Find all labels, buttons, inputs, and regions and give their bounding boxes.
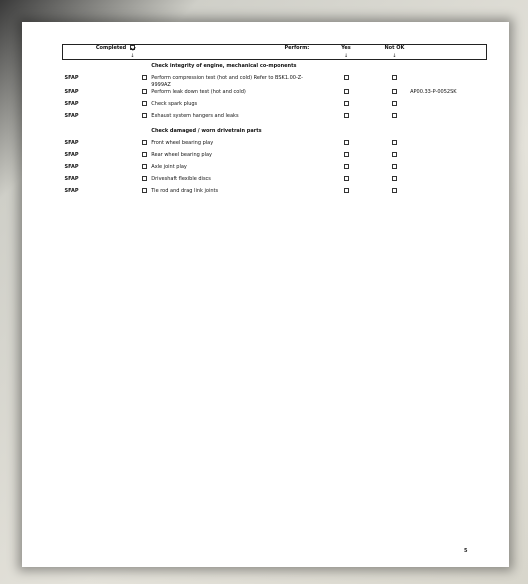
not-ok-checkbox[interactable]	[392, 176, 397, 181]
checklist-item-row	[63, 113, 487, 125]
completed-header-label: Completed	[95, 45, 127, 51]
yes-checkbox[interactable]	[344, 75, 349, 80]
operation-code: SFAP	[64, 140, 79, 146]
reference-document	[408, 176, 486, 188]
not-ok-checkbox[interactable]	[392, 101, 397, 106]
operation-code: SFAP	[64, 101, 79, 107]
operation-text: Axle joint play	[151, 164, 187, 170]
operation-code: SFAP	[64, 152, 79, 158]
operation-code: SFAP	[64, 113, 79, 119]
completed-checkbox[interactable]	[142, 89, 147, 94]
checklist-item-row	[63, 152, 487, 164]
operation-text: Tie rod and drag link joints	[151, 188, 219, 194]
checklist-item-row	[63, 176, 487, 188]
not-ok-checkbox[interactable]	[392, 140, 397, 145]
operation-text: Rear wheel bearing play	[151, 152, 212, 158]
completed-column-arrow-icon: ↓	[130, 53, 135, 59]
reference-document	[408, 75, 486, 89]
reference-document	[408, 152, 486, 164]
yes-checkbox[interactable]	[344, 176, 349, 181]
reference-document	[408, 140, 486, 152]
completed-checkbox[interactable]	[142, 113, 147, 118]
reference-document	[408, 101, 486, 113]
checklist-item-row	[63, 101, 487, 113]
yes-checkbox[interactable]	[344, 140, 349, 145]
inspection-checklist-table	[62, 44, 487, 200]
completed-checkbox[interactable]	[142, 188, 147, 193]
yes-checkbox[interactable]	[344, 113, 349, 118]
reference-document: AP00.33-P-0052SK	[410, 89, 457, 95]
yes-checkbox[interactable]	[344, 188, 349, 193]
not-ok-checkbox[interactable]	[392, 152, 397, 157]
perform-header-label: Perform:	[284, 45, 310, 51]
yes-column-arrow-icon: ↓	[343, 53, 349, 59]
not-ok-checkbox[interactable]	[392, 113, 397, 118]
section-title: Check damaged / worn drivetrain parts	[151, 128, 262, 134]
section-title: Check integrity of engine, mechanical co-mponents	[151, 63, 297, 69]
checklist-section-row	[63, 125, 487, 140]
not-ok-checkbox[interactable]	[392, 89, 397, 94]
not-ok-checkbox[interactable]	[392, 75, 397, 80]
operation-text: Front wheel bearing play	[151, 140, 214, 146]
completed-checkbox[interactable]	[142, 164, 147, 169]
completed-checkbox[interactable]	[142, 176, 147, 181]
yes-header-label: Yes	[341, 45, 351, 51]
checklist-section-row	[63, 60, 487, 76]
checklist-item-row	[63, 140, 487, 152]
not-ok-checkbox[interactable]	[392, 164, 397, 169]
document-page	[22, 22, 509, 567]
checklist-item-row	[63, 188, 487, 200]
not-ok-header-label: Not OK	[384, 45, 405, 51]
operation-text: Perform leak down test (hot and cold)	[151, 89, 246, 95]
operation-code: SFAP	[64, 75, 79, 81]
reference-document	[408, 113, 486, 125]
operation-code: SFAP	[64, 164, 79, 170]
not-ok-column-arrow-icon: ↓	[392, 53, 397, 59]
completed-checkbox[interactable]	[142, 101, 147, 106]
yes-checkbox[interactable]	[344, 89, 349, 94]
operation-code: SFAP	[64, 176, 79, 182]
yes-checkbox[interactable]	[344, 101, 349, 106]
operation-text: Perform compression test (hot and cold) Refer to BSK1.00-Z-9999AZ	[151, 75, 303, 88]
operation-code: SFAP	[64, 89, 79, 95]
yes-checkbox[interactable]	[344, 164, 349, 169]
operation-text: Exhaust system hangers and leaks	[151, 113, 239, 119]
completed-checkbox[interactable]	[142, 140, 147, 145]
checklist-header-row	[63, 45, 487, 60]
operation-text: Driveshaft flexible discs	[151, 176, 211, 182]
page-number: 5	[464, 548, 468, 554]
checklist-item-row	[63, 89, 487, 101]
completed-checkbox[interactable]	[142, 75, 147, 80]
yes-checkbox[interactable]	[344, 152, 349, 157]
checklist-item-row	[63, 75, 487, 89]
operation-text: Check spark plugs	[151, 101, 198, 107]
reference-document	[408, 188, 486, 200]
operation-code: SFAP	[64, 188, 79, 194]
completed-checkbox[interactable]	[142, 152, 147, 157]
not-ok-checkbox[interactable]	[392, 188, 397, 193]
completed-header-checkbox-icon	[130, 45, 135, 50]
checklist-item-row	[63, 164, 487, 176]
reference-document	[408, 164, 486, 176]
